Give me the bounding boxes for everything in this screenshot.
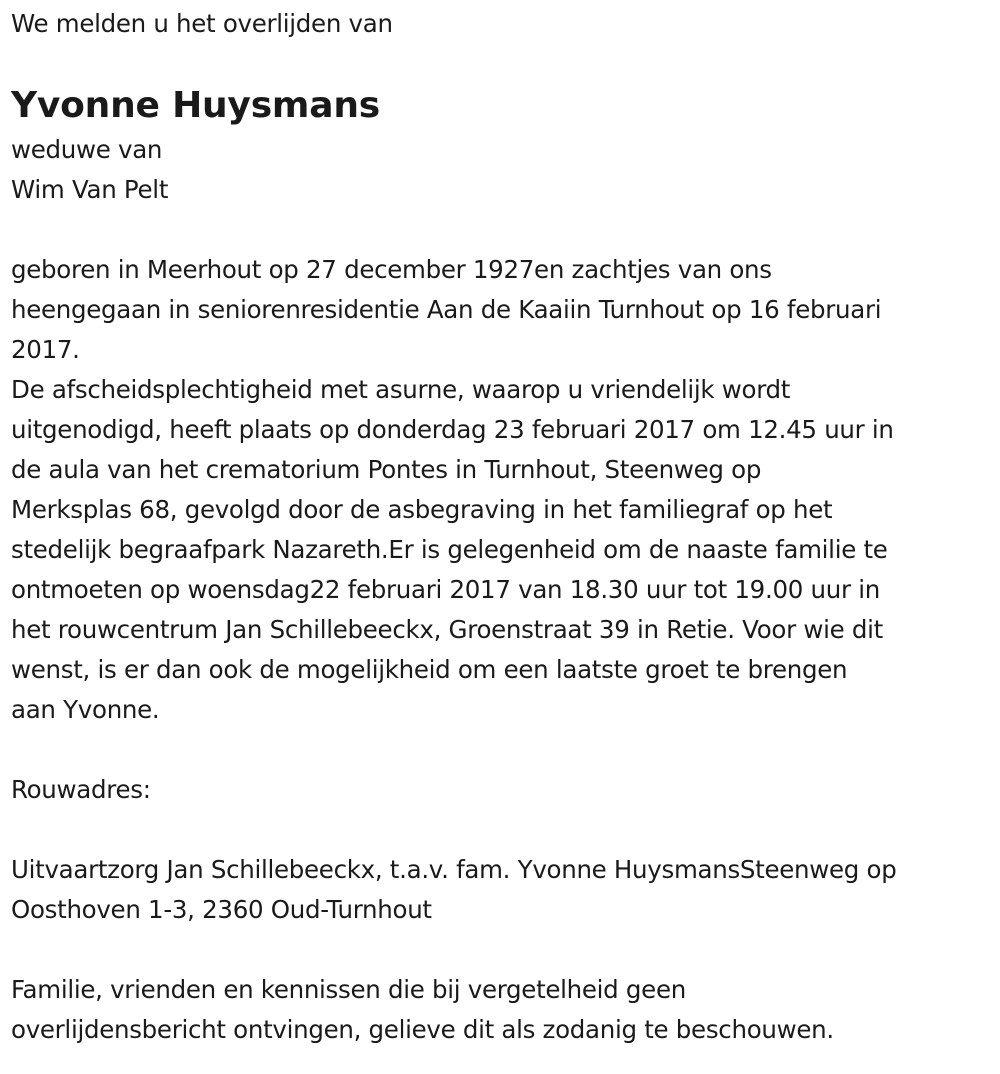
relation-line-2: Wim Van Pelt <box>11 175 169 204</box>
body-line: Merksplas 68, gevolgd door de asbegraving in het familiegraf op het <box>11 495 833 524</box>
body-line: ontmoeten op woensdag22 februari 2017 van 18.30 uur tot 19.00 uur in <box>11 575 880 604</box>
obituary-document <box>0 4 1000 1074</box>
address-block <box>11 850 988 930</box>
deceased-name: Yvonne Huysmans <box>11 85 380 126</box>
closing-line: overlijdensbericht ontvingen, gelieve dit als zodanig te beschouwen. <box>11 1015 834 1044</box>
address-label: Rouwadres: <box>11 775 151 804</box>
relation-line-1: weduwe van <box>11 135 163 164</box>
closing-line: Familie, vrienden en kennissen die bij vergetelheid geen <box>11 975 686 1004</box>
body-paragraph <box>11 250 988 730</box>
body-line: aan Yvonne. <box>11 695 160 724</box>
intro-text: We melden u het overlijden van <box>11 9 393 38</box>
body-line: de aula van het crematorium Pontes in Turnhout, Steenweg op <box>11 455 762 484</box>
body-line: geboren in Meerhout op 27 december 1927en zachtjes van ons <box>11 255 772 284</box>
spacer <box>11 210 988 250</box>
body-line: De afscheidsplechtigheid met asurne, waarop u vriendelijk wordt <box>11 375 791 404</box>
address-line: Oosthoven 1-3, 2360 Oud-Turnhout <box>11 895 432 924</box>
spacer <box>11 810 988 850</box>
address-line: Uitvaartzorg Jan Schillebeeckx, t.a.v. fam. Yvonne HuysmansSteenweg op <box>11 855 897 884</box>
body-line: heengegaan in seniorenresidentie Aan de Kaaiin Turnhout op 16 februari <box>11 295 882 324</box>
spacer <box>11 930 988 970</box>
body-line: stedelijk begraafpark Nazareth.Er is gelegenheid om de naaste familie te <box>11 535 888 564</box>
body-line: het rouwcentrum Jan Schillebeeckx, Groenstraat 39 in Retie. Voor wie dit <box>11 615 883 644</box>
closing-paragraph <box>11 970 988 1050</box>
spacer <box>11 730 988 770</box>
body-line: wenst, is er dan ook de mogelijkheid om een laatste groet te brengen <box>11 655 848 684</box>
body-line: 2017. <box>11 335 80 364</box>
body-line: uitgenodigd, heeft plaats op donderdag 23 februari 2017 om 12.45 uur in <box>11 415 894 444</box>
